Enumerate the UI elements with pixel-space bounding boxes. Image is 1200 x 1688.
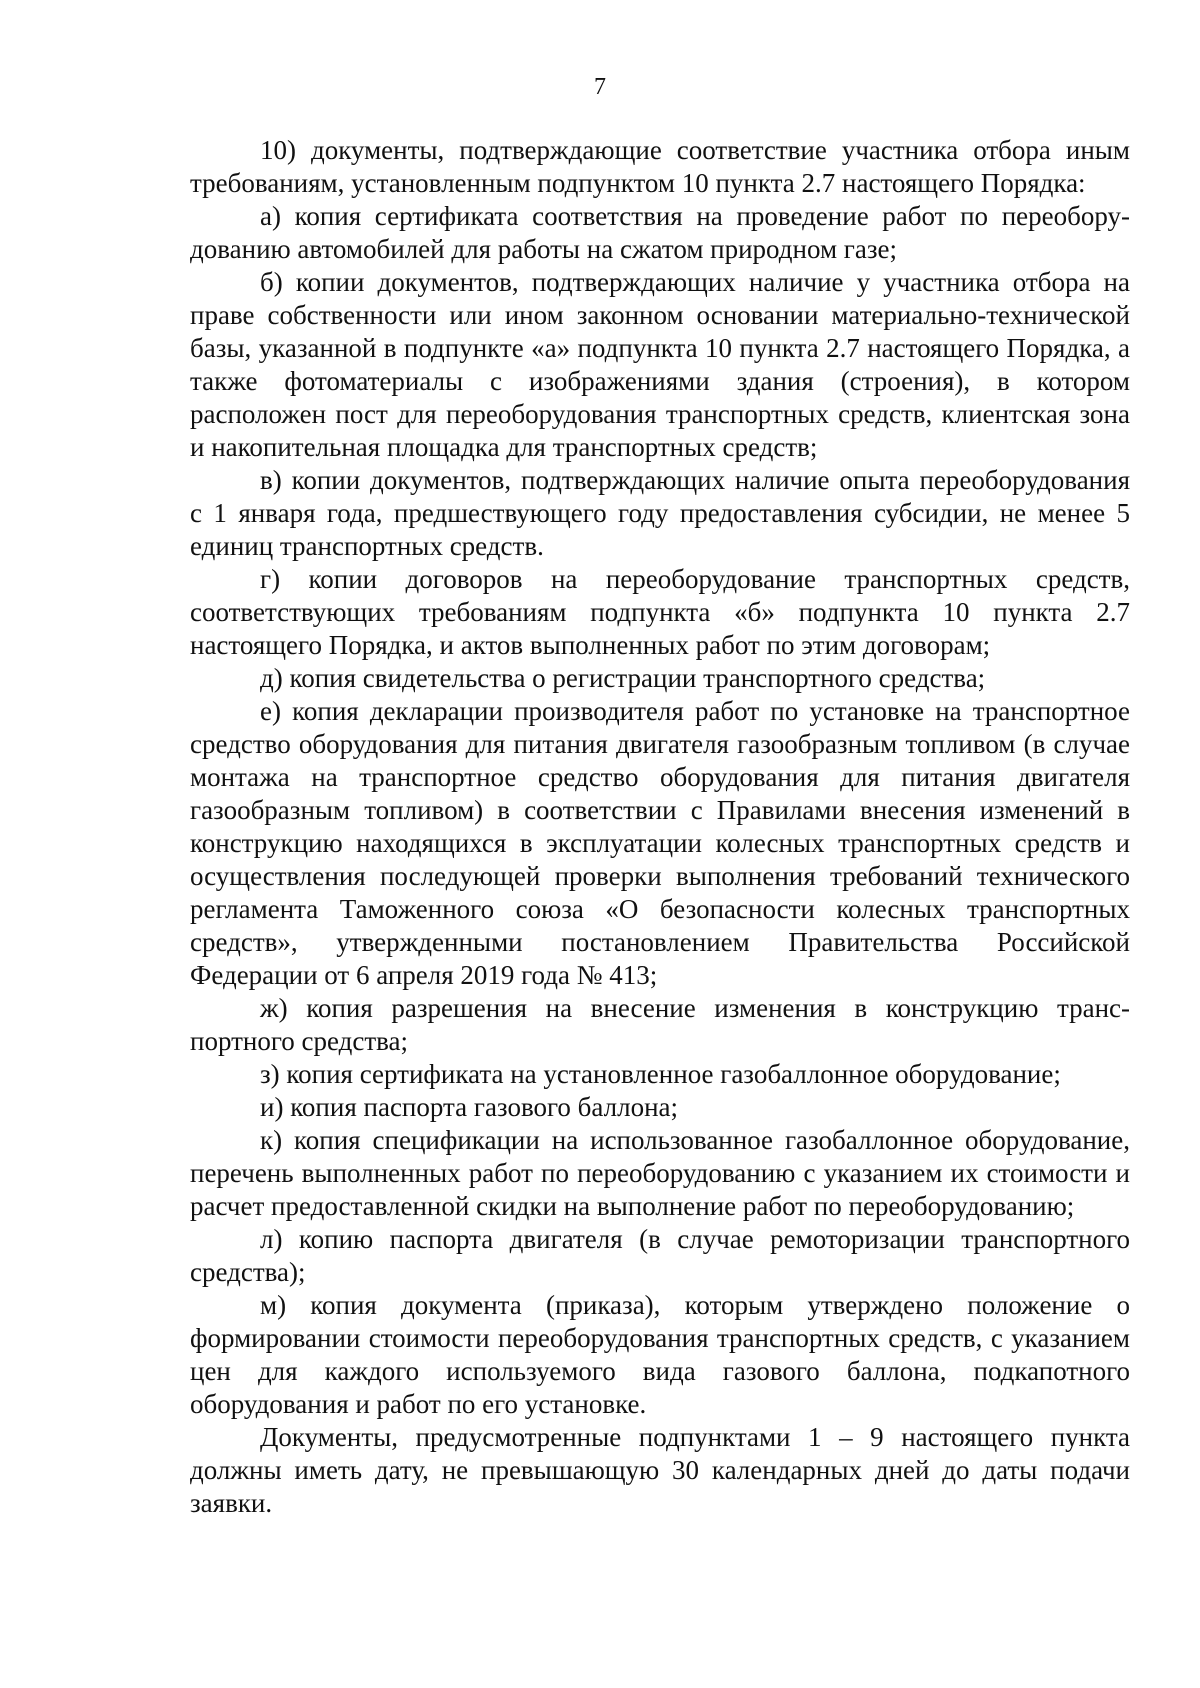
paragraph-item-10: 10) документы, подтверждающие соответствие участника отбора иным требованиям, установленным подпунктом 10 пункта 2.7 настоящего Порядка: (190, 135, 1130, 198)
document-body (190, 134, 1130, 1520)
paragraph-subitem-d: д) копия свидетельства о регистрации транспортного средства; (260, 663, 986, 693)
paragraph-subitem-k: к) копия спецификации на использованное газобаллонное оборудование, перечень выполненных работ по переоборудованию с указанием их стоимости и расчет предоставленной скидки на выполнение работ по переоборудованию; (190, 1125, 1130, 1221)
paragraph-subitem-i: и) копия паспорта газового баллона; (260, 1092, 678, 1122)
paragraph-subitem-e: е) копия декларации производителя работ по установке на транспортное средство оборудования для питания двигателя газообразным топливом (в случае монтажа на транспортное средство оборудования для питания двигателя газообразным топливом) в соответствии с Правилами внесения изменений в конструкцию находящихся в эксплуатации колесных транспортных средств и осуществления последующей проверки выполнения требований технического регламента Таможенного союза «О безопасности колесных транспортных средств», утвержденными постановлением Правительства Российской Федерации от 6 апреля 2019 года № 413; (190, 696, 1130, 990)
page-number: 7 (594, 74, 606, 100)
paragraph-subitem-b: б) копии документов, подтверждающих наличие у участника отбора на праве собственности или ином законном основании материально-технической базы, указанной в подпункте «а» подпункта 10 пункта 2.7 настоящего Порядка, а также фотоматериалы с изображениями здания (строения), в котором расположен пост для переоборудования транспортных средств, клиентская зона и накопительная площадка для транспортных средств; (190, 267, 1130, 462)
paragraph-subitem-a: а) копия сертификата соответствия на проведение работ по переоборудованию автомобилей для работы на сжатом природном газе; (190, 201, 1130, 264)
paragraph-subitem-m: м) копия документа (приказа), которым утверждено положение о формировании стоимости переоборудования транспортных средств, с указанием цен для каждого используемого вида газового баллона, подкапотного оборудования и работ по его установке. (190, 1290, 1130, 1419)
paragraph-subitem-v: в) копии документов, подтверждающих наличие опыта переоборудования с 1 января года, предшествующего году предоставления субсидии, не менее 5 единиц транспортных средств. (190, 465, 1130, 561)
paragraph-subitem-z: з) копия сертификата на установленное газобаллонное оборудование; (260, 1059, 1061, 1089)
paragraph-subitem-zh: ж) копия разрешения на внесение изменения в конструкцию транспортного средства; (190, 993, 1130, 1056)
paragraph-closing-note: Документы, предусмотренные подпунктами 1 – 9 настоящего пункта должны иметь дату, не превышающую 30 календарных дней до даты подачи заявки. (190, 1422, 1130, 1518)
paragraph-subitem-l: л) копию паспорта двигателя (в случае ремоторизации транспортного средства); (190, 1224, 1130, 1287)
paragraph-subitem-g: г) копии договоров на переоборудование транспортных средств, соответствующих требованиям подпункта «б» подпункта 10 пункта 2.7 настоящего Порядка, и актов выполненных работ по этим договорам; (190, 564, 1130, 660)
